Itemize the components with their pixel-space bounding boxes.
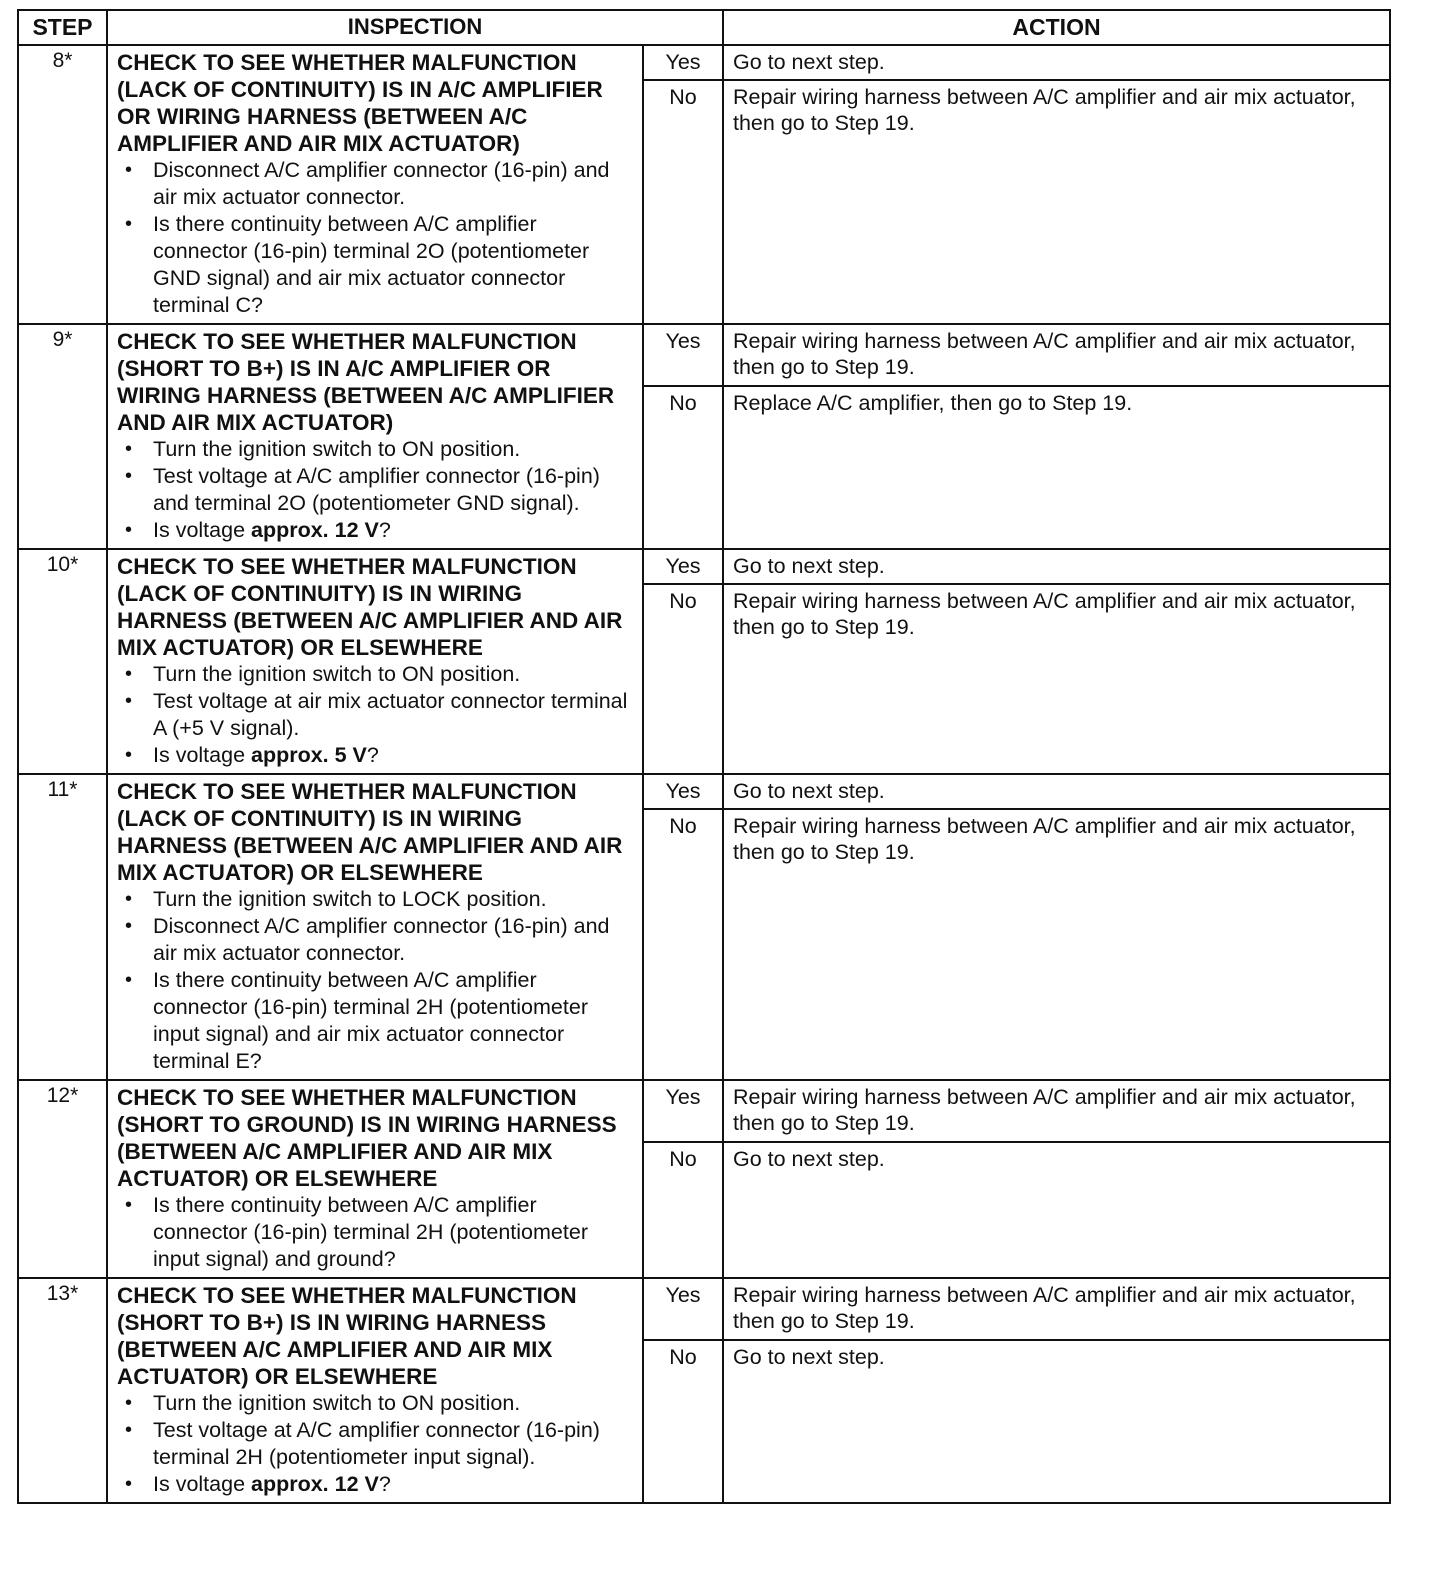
step-row-yes [18,324,1390,386]
inspection-title: CHECK TO SEE WHETHER MALFUNCTION (LACK OF CONTINUITY) IS IN A/C AMPLIFIER OR WIRING HARNESS (BETWEEN A/C AMPLIFIER AND AIR MIX ACTUATOR) [117,50,603,156]
inspection-bullet: • Test voltage at air mix actuator connector terminal A (+5 V signal). [153,688,636,742]
question-prefix: Is voltage [153,1472,251,1496]
step-row-yes [18,1080,1390,1142]
step-row-yes [18,774,1390,809]
inspection-cell [107,45,643,324]
inspection-cell [107,774,643,1080]
inspection-title: CHECK TO SEE WHETHER MALFUNCTION (SHORT TO B+) IS IN WIRING HARNESS (BETWEEN A/C AMPLIFIER AND AIR MIX ACTUATOR) OR ELSEWHERE [117,1283,577,1389]
inspection-cell [107,1080,643,1278]
step-number: 13* [18,1278,107,1503]
inspection-title: CHECK TO SEE WHETHER MALFUNCTION (SHORT TO B+) IS IN A/C AMPLIFIER OR WIRING HARNESS (BETWEEN A/C AMPLIFIER AND AIR MIX ACTUATOR) [117,329,615,435]
question-suffix: ? [378,1472,391,1496]
inspection-bullet: • Turn the ignition switch to ON position. [153,436,636,463]
inspection-header: INSPECTION [107,10,723,45]
yes-label: Yes [643,1278,723,1340]
no-action: Repair wiring harness between A/C amplifier and air mix actuator, then go to Step 19. [723,80,1390,324]
inspection-bullet: • Turn the ignition switch to LOCK position. [153,886,636,913]
inspection-bullet: • Turn the ignition switch to ON position. [153,1390,636,1417]
diagnostic-table [17,9,1391,1504]
question-prefix: Is voltage [153,743,251,767]
inspection-cell [107,549,643,774]
yes-action: Repair wiring harness between A/C amplifier and air mix actuator, then go to Step 19. [723,1278,1390,1340]
question-prefix: Is voltage [153,518,251,542]
inspection-bullet: • Test voltage at A/C amplifier connector (16-pin) and terminal 2O (potentiometer GND signal). [153,463,636,517]
yes-action: Go to next step. [723,774,1390,809]
step-number: 11* [18,774,107,1080]
step-number: 9* [18,324,107,549]
inspection-bullet: • Test voltage at A/C amplifier connector (16-pin) terminal 2H (potentiometer input signal). [153,1417,636,1471]
inspection-list [117,886,636,1075]
step-number: 8* [18,45,107,324]
inspection-list [117,157,636,319]
inspection-bullet: • Is there continuity between A/C amplifier connector (16-pin) terminal 2O (potentiometer GND signal) and air mix actuator connector terminal C? [153,211,636,319]
inspection-bullet: • Disconnect A/C amplifier connector (16-pin) and air mix actuator connector. [153,913,636,967]
step-header: STEP [18,10,107,45]
step-row-yes [18,549,1390,584]
no-label: No [643,386,723,549]
question-value: approx. 12 V [251,518,379,542]
no-label: No [643,80,723,324]
table-header-row [18,10,1390,45]
yes-action: Go to next step. [723,45,1390,80]
yes-action: Repair wiring harness between A/C amplifier and air mix actuator, then go to Step 19. [723,1080,1390,1142]
question-value: approx. 5 V [251,743,367,767]
yes-action: Repair wiring harness between A/C amplifier and air mix actuator, then go to Step 19. [723,324,1390,386]
inspection-question [153,742,636,769]
inspection-question [153,517,636,544]
inspection-question [153,1471,636,1498]
inspection-bullet: • Turn the ignition switch to ON position. [153,661,636,688]
inspection-cell [107,1278,643,1503]
no-action: Repair wiring harness between A/C amplifier and air mix actuator, then go to Step 19. [723,809,1390,1080]
question-value: approx. 12 V [251,1472,379,1496]
question-suffix: ? [366,743,379,767]
no-action: Go to next step. [723,1340,1390,1503]
inspection-title: CHECK TO SEE WHETHER MALFUNCTION (SHORT TO GROUND) IS IN WIRING HARNESS (BETWEEN A/C AMPLIFIER AND AIR MIX ACTUATOR) OR ELSEWHERE [117,1085,617,1191]
no-action: Go to next step. [723,1142,1390,1278]
inspection-list [117,1390,636,1498]
question-suffix: ? [378,518,391,542]
no-label: No [643,809,723,1080]
inspection-bullet: • Is there continuity between A/C amplifier connector (16-pin) terminal 2H (potentiometer input signal) and air mix actuator connector terminal E? [153,967,636,1075]
inspection-cell [107,324,643,549]
no-label: No [643,1340,723,1503]
yes-action: Go to next step. [723,549,1390,584]
step-row-yes [18,45,1390,80]
yes-label: Yes [643,549,723,584]
inspection-list [117,1192,636,1273]
no-action: Repair wiring harness between A/C amplifier and air mix actuator, then go to Step 19. [723,584,1390,774]
no-label: No [643,1142,723,1278]
yes-label: Yes [643,324,723,386]
step-number: 12* [18,1080,107,1278]
inspection-title: CHECK TO SEE WHETHER MALFUNCTION (LACK OF CONTINUITY) IS IN WIRING HARNESS (BETWEEN A/C AMPLIFIER AND AIR MIX ACTUATOR) OR ELSEWHERE [117,779,623,885]
inspection-title: CHECK TO SEE WHETHER MALFUNCTION (LACK OF CONTINUITY) IS IN WIRING HARNESS (BETWEEN A/C AMPLIFIER AND AIR MIX ACTUATOR) OR ELSEWHERE [117,554,623,660]
no-label: No [643,584,723,774]
inspection-list [117,661,636,769]
yes-label: Yes [643,45,723,80]
no-action: Replace A/C amplifier, then go to Step 19. [723,386,1390,549]
inspection-bullet: • Disconnect A/C amplifier connector (16-pin) and air mix actuator connector. [153,157,636,211]
inspection-list [117,436,636,544]
yes-label: Yes [643,774,723,809]
inspection-bullet: • Is there continuity between A/C amplifier connector (16-pin) terminal 2H (potentiometer input signal) and ground? [153,1192,636,1273]
yes-label: Yes [643,1080,723,1142]
action-header: ACTION [723,10,1390,45]
step-row-yes [18,1278,1390,1340]
step-number: 10* [18,549,107,774]
